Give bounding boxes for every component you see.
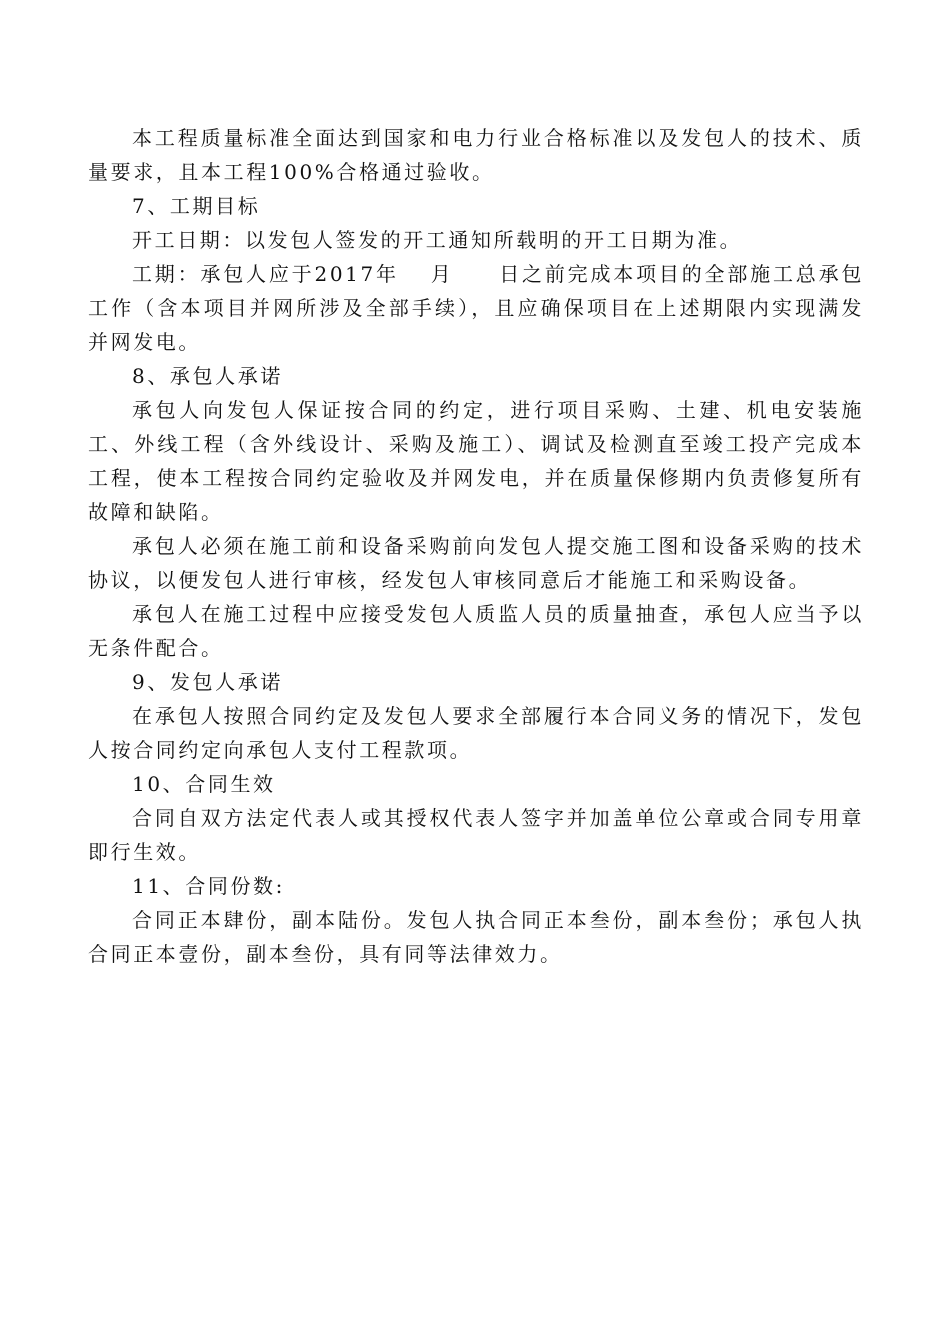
- paragraph-contractor-inspection: 承包人在施工过程中应接受发包人质监人员的质量抽查，承包人应当予以无条件配合。: [88, 602, 864, 660]
- paragraph-contract-effect: 合同自双方法定代表人或其授权代表人签字并加盖单位公章或合同专用章即行生效。: [88, 806, 864, 864]
- paragraph-contract-copies: 合同正本肆份，副本陆份。发包人执合同正本叁份，副本叁份；承包人执合同正本壹份，副本叁份，具有同等法律效力。: [88, 908, 864, 966]
- paragraph-contractor-submission: 承包人必须在施工前和设备采购前向发包人提交施工图和设备采购的技术协议，以便发包人进行审核，经发包人审核同意后才能施工和采购设备。: [88, 534, 864, 592]
- paragraph-duration: 工期：承包人应于2017年 月 日之前完成本项目的全部施工总承包工作（含本项目并网所涉及全部手续），且应确保项目在上述期限内实现满发并网发电。: [88, 262, 864, 354]
- section-heading-contract-copies: 11、合同份数:: [132, 874, 285, 898]
- paragraph-start-date: 开工日期：以发包人签发的开工通知所载明的开工日期为准。: [132, 228, 743, 252]
- paragraph-quality-standard: 本工程质量标准全面达到国家和电力行业合格标准以及发包人的技术、质量要求，且本工程100%合格通过验收。: [88, 126, 864, 184]
- document-body: [88, 121, 864, 971]
- section-heading-employer-commitment: 9、发包人承诺: [132, 670, 283, 694]
- section-heading-contract-effect: 10、合同生效: [132, 772, 276, 796]
- section-heading-schedule: 7、工期目标: [132, 194, 261, 218]
- paragraph-contractor-guarantee: 承包人向发包人保证按合同的约定，进行项目采购、土建、机电安装施工、外线工程（含外线设计、采购及施工）、调试及检测直至竣工投产完成本工程，使本工程按合同约定验收及并网发电，并在质量保修期内负责修复所有故障和缺陷。: [88, 398, 864, 524]
- paragraph-employer-payment: 在承包人按照合同约定及发包人要求全部履行本合同义务的情况下，发包人按合同约定向承包人支付工程款项。: [88, 704, 864, 762]
- section-heading-contractor-commitment: 8、承包人承诺: [132, 364, 283, 388]
